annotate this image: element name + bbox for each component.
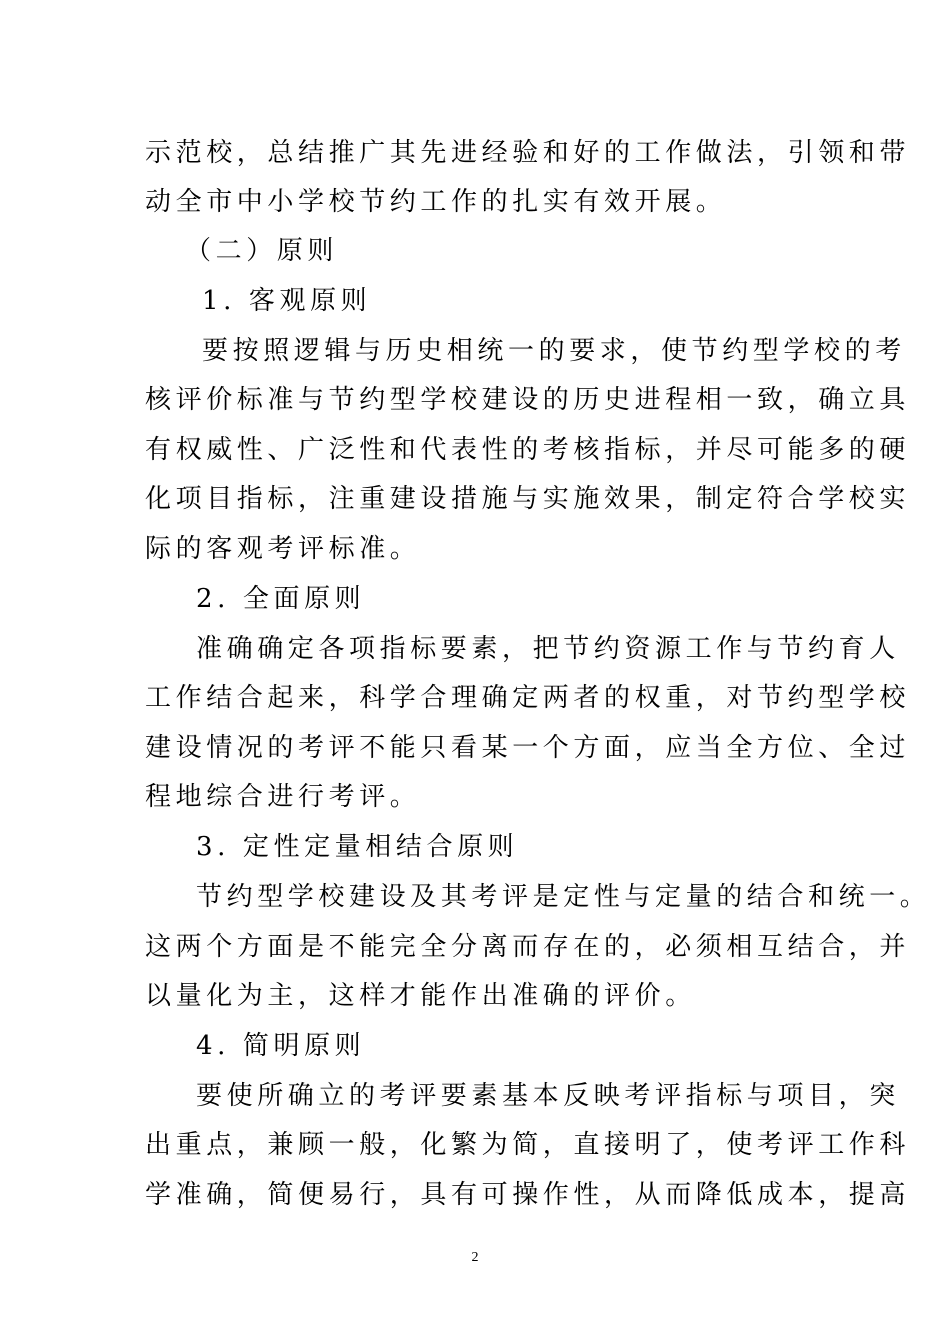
body-text-line: 核评价标准与节约型学校建设的历史进程相一致，确立具	[145, 385, 911, 415]
subsection-heading: 4. 简明原则	[196, 1031, 366, 1061]
body-text-line: 际的客观考评标准。	[145, 534, 421, 564]
body-text-line: 准确确定各项指标要素，把节约资源工作与节约育人	[196, 634, 900, 664]
body-text-line: 节约型学校建设及其考评是定性与定量的结合和统一。	[196, 882, 931, 912]
subsection-heading: 2. 全面原则	[196, 584, 366, 614]
body-text-line: 以量化为主，这样才能作出准确的评价。	[145, 981, 696, 1011]
body-text-line: 动全市中小学校节约工作的扎实有效开展。	[145, 187, 727, 217]
section-heading: （二）原则	[185, 236, 339, 266]
body-text-line: 工作结合起来，科学合理确定两者的权重，对节约型学校	[145, 683, 911, 713]
body-text-line: 化项目指标，注重建设措施与实施效果，制定符合学校实	[145, 484, 911, 514]
subsection-heading: 1. 客观原则	[202, 286, 372, 316]
body-text-line: 这两个方面是不能完全分离而存在的，必须相互结合，并	[145, 932, 911, 962]
body-text-line: 程地综合进行考评。	[145, 782, 421, 812]
body-text-line: 出重点，兼顾一般，化繁为简，直接明了，使考评工作科	[145, 1130, 911, 1160]
body-text-line: 有权威性、广泛性和代表性的考核指标，并尽可能多的硬	[145, 435, 911, 465]
page-number: 2	[471, 1250, 479, 1265]
body-text-line: 建设情况的考评不能只看某一个方面，应当全方位、全过	[145, 733, 911, 763]
body-text-line: 要使所确立的考评要素基本反映考评指标与项目，突	[196, 1081, 900, 1111]
body-text-line: 学准确，简便易行，具有可操作性，从而降低成本，提高	[145, 1180, 911, 1210]
body-text-line: 要按照逻辑与历史相统一的要求，使节约型学校的考	[202, 336, 906, 366]
subsection-heading: 3. 定性定量相结合原则	[196, 832, 519, 862]
body-text-line: 示范校，总结推广其先进经验和好的工作做法，引领和带	[145, 138, 911, 168]
